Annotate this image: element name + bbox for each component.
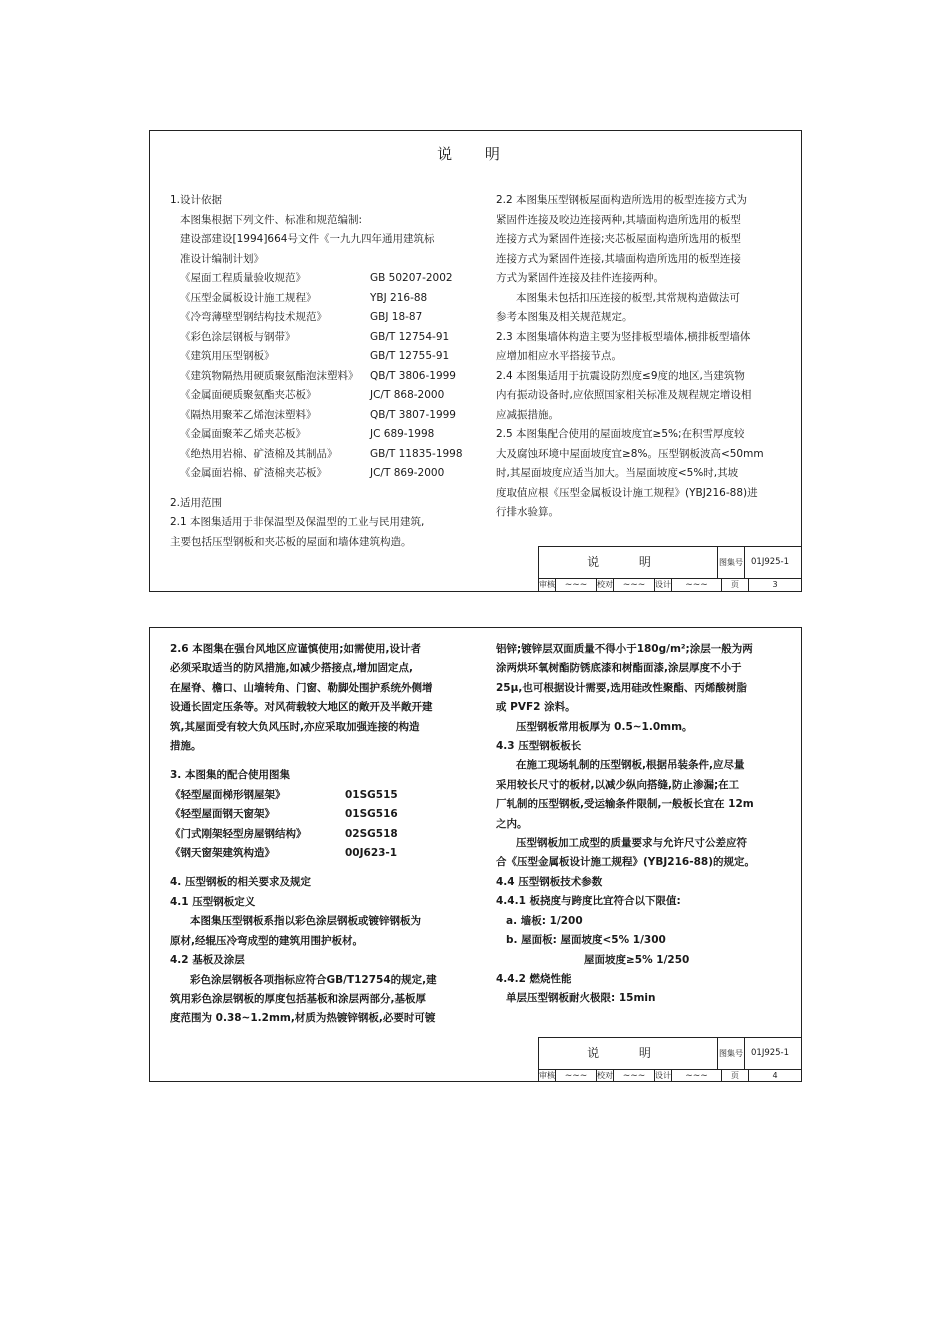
- paragraph: 压型钢板加工成型的质量要求与允许尺寸公差应符: [516, 837, 747, 850]
- design-label: 设计: [655, 580, 671, 589]
- paragraph: 采用较长尺寸的板材,以减少纵向搭缝,防止渗漏;在工: [496, 778, 740, 791]
- reviewer-signature: ~~~: [556, 578, 597, 591]
- paragraph: 在屋脊、檐口、山墙转角、门窗、勒脚处围护系统外侧增: [170, 681, 433, 694]
- paragraph: 在施工现场轧制的压型钢板,根据吊装条件,应尽量: [516, 759, 745, 772]
- paragraph: 单层压型钢板耐火极限: 15min: [506, 992, 656, 1005]
- reference-item: 《钢天窗架建筑构造》 00J623-1: [170, 847, 398, 860]
- check-label: 校对: [597, 580, 613, 589]
- reference-item: 《金属面岩棉、矿渣棉夹芯板》 JC/T 869-2000: [180, 467, 445, 479]
- section-heading: 1.设计依据: [170, 194, 223, 206]
- sheet-title: 说 明: [437, 145, 514, 163]
- paragraph: 原材,经辊压冷弯成型的建筑用围护板材。: [170, 934, 363, 947]
- paragraph: 紧固件连接及咬边连接两种,其墙面构造所选用的板型: [496, 213, 741, 226]
- paragraph: 主要包括压型钢板和夹芯板的屋面和墙体建筑构造。: [170, 535, 412, 548]
- page-number: 3: [772, 580, 778, 589]
- page-label: 页: [722, 1069, 749, 1081]
- reference-item: 《金属面聚苯乙烯夹芯板》 JC 689-1998: [180, 428, 435, 440]
- paragraph: 应增加相应水平搭接节点。: [496, 350, 622, 362]
- paragraph: 行排水验算。: [496, 506, 559, 518]
- title-block: [538, 1037, 802, 1082]
- paragraph: 必须采取适当的防风措施,如减少搭接点,增加固定点,: [170, 662, 413, 675]
- paragraph: 2.3 本图集墙体构造主要为竖排板型墙体,横排板型墙体: [496, 330, 751, 343]
- paragraph: 准设计编制计划》: [180, 252, 264, 265]
- reviewer-signature: ~~~: [556, 1069, 597, 1081]
- reference-item: 《隔热用聚苯乙烯泡沫塑料》 QB/T 3807-1999: [180, 408, 456, 421]
- paragraph: 本图集根据下列文件、标准和规范编制:: [180, 213, 363, 226]
- page-number: 4: [772, 1071, 778, 1080]
- drawing-sheet-page-3: [149, 130, 802, 592]
- review-label: 审核: [539, 1071, 555, 1080]
- paragraph: 时,其屋面坡度应适当加大。当屋面坡度<5%时,其坡: [496, 467, 739, 479]
- paragraph: 度范围为 0.38~1.2mm,材质为热镀锌钢板,必要时可镀: [170, 1012, 436, 1025]
- reference-item: 《屋面工程质量验收规范》 GB 50207-2002: [180, 272, 453, 284]
- paragraph: 2.5 本图集配合使用的屋面坡度宜≥5%;在积雪厚度较: [496, 428, 745, 440]
- paragraph: 2.1 本图集适用于非保温型及保温型的工业与民用建筑,: [170, 516, 425, 528]
- section-heading: 2.适用范围: [170, 496, 223, 509]
- section-heading: 4.3 压型钢板板长: [496, 740, 582, 753]
- checker-signature: ~~~: [614, 1069, 655, 1081]
- reference-item: 《门式刚架轻型房屋钢结构》 02SG518: [170, 827, 398, 840]
- reference-item: 《冷弯薄壁型钢结构技术规范》 GBJ 18-87: [180, 311, 423, 323]
- section-heading: 4.4.1 板挠度与跨度比宜符合以下限值:: [496, 895, 681, 908]
- paragraph: 2.6 本图集在强台风地区应谨慎使用;如需使用,设计者: [170, 643, 421, 655]
- reference-item: 《建筑用压型钢板》 GB/T 12755-91: [180, 350, 450, 362]
- reference-item: 《建筑物隔热用硬质聚氨酯泡沫塑料》 QB/T 3806-1999: [180, 369, 456, 382]
- page-label: 页: [722, 578, 749, 591]
- atlas-number: 01J925-1: [751, 557, 790, 567]
- paragraph: 设通长固定压条等。对风荷载较大地区的敞开及半敞开建: [170, 701, 433, 714]
- reference-item: 《压型金属板设计施工规程》 YBJ 216-88: [180, 291, 428, 304]
- paragraph: 大及腐蚀环境中屋面坡度宜≥8%。压型钢板波高<50mm: [496, 447, 764, 460]
- designer-signature: ~~~: [672, 578, 722, 591]
- title-block-name: 说 明: [539, 1038, 718, 1069]
- paragraph: 25μ,也可根据设计需要,选用硅改性聚酯、丙烯酸树脂: [496, 681, 747, 694]
- atlas-number-label: 图集号: [718, 1038, 745, 1069]
- review-label: 审核: [539, 580, 555, 589]
- drawing-sheet-page-4: [149, 627, 802, 1082]
- paragraph: 2.2 本图集压型钢板屋面构造所选用的板型连接方式为: [496, 194, 748, 206]
- atlas-number: 01J925-1: [751, 1048, 790, 1058]
- title-block-name: 说 明: [539, 547, 718, 578]
- title-block: [538, 546, 802, 592]
- paragraph: 连接方式为紧固件连接;夹芯板屋面构造所选用的板型: [496, 233, 742, 245]
- left-column: [170, 640, 480, 1029]
- list-item: a. 墙板: 1/200: [506, 914, 583, 927]
- paragraph: 内有振动设备时,应依照国家相关标准及规程规定增设相: [496, 389, 752, 401]
- paragraph: 措施。: [170, 740, 202, 753]
- paragraph: 2.4 本图集适用于抗震设防烈度≤9度的地区,当建筑物: [496, 369, 745, 382]
- paragraph: 铝锌;镀锌层双面质量不得小于180g/m²;涂层一般为两: [496, 643, 753, 655]
- checker-signature: ~~~: [614, 578, 655, 591]
- paragraph: 合《压型金属板设计施工规程》(YBJ216-88)的规定。: [496, 856, 755, 869]
- paragraph: 本图集未包括扣压连接的板型,其常规构造做法可: [516, 291, 740, 304]
- paragraph: 参考本图集及相关规范规定。: [496, 311, 633, 323]
- paragraph: 连接方式为紧固件连接,其墙面构造所选用的板型连接: [496, 252, 741, 265]
- paragraph: 筑,其屋面受有较大负风压时,亦应采取加强连接的构造: [170, 720, 420, 733]
- paragraph: 之内。: [496, 817, 528, 830]
- check-label: 校对: [597, 1071, 613, 1080]
- section-heading: 3. 本图集的配合使用图集: [170, 769, 290, 782]
- right-column: [496, 640, 796, 1009]
- paragraph: 彩色涂层钢板各项指标应符合GB/T12754的规定,建: [190, 973, 437, 986]
- paragraph: 厂轧制的压型钢板,受运输条件限制,一般板长宜在 12m: [496, 798, 754, 811]
- list-item: 屋面坡度≥5% 1/250: [584, 953, 690, 966]
- reference-item: 《金属面硬质聚氨酯夹芯板》 JC/T 868-2000: [180, 389, 445, 401]
- paragraph: 度取值应根《压型金属板设计施工规程》(YBJ216-88)进: [496, 486, 758, 499]
- paragraph: 涂两烘环氧树酯防锈底漆和树酯面漆,涂层厚度不小于: [496, 662, 742, 675]
- section-heading: 4.2 基板及涂层: [170, 954, 245, 967]
- section-heading: 4.4 压型钢板技术参数: [496, 875, 603, 888]
- paragraph: 筑用彩色涂层钢板的厚度包括基板和涂层两部分,基板厚: [170, 992, 426, 1005]
- section-heading: 4.1 压型钢板定义: [170, 895, 256, 908]
- designer-signature: ~~~: [672, 1069, 722, 1081]
- right-column: [496, 191, 796, 523]
- reference-item: 《轻型屋面钢天窗架》 01SG516: [170, 808, 398, 821]
- left-column: [170, 191, 480, 552]
- design-label: 设计: [655, 1071, 671, 1080]
- section-heading: 4.4.2 燃烧性能: [496, 972, 572, 985]
- paragraph: 方式为紧固件连接及挂件连接两种。: [496, 272, 664, 284]
- paragraph: 应减振措施。: [496, 408, 559, 421]
- reference-item: 《轻型屋面梯形钢屋架》 01SG515: [170, 788, 398, 801]
- section-heading: 4. 压型钢板的相关要求及规定: [170, 876, 311, 889]
- atlas-number-label: 图集号: [718, 547, 745, 578]
- reference-item: 《绝热用岩棉、矿渣棉及其制品》 GB/T 11835-1998: [180, 447, 463, 460]
- paragraph: 本图集压型钢板系指以彩色涂层钢板或镀锌钢板为: [190, 915, 421, 928]
- paragraph: 或 PVF2 涂料。: [496, 701, 576, 714]
- reference-item: 《彩色涂层钢板与钢带》 GB/T 12754-91: [180, 330, 450, 343]
- list-item: b. 屋面板: 屋面坡度<5% 1/300: [506, 934, 666, 947]
- paragraph: 建设部建设[1994]664号文件《一九九四年通用建筑标: [180, 233, 435, 245]
- paragraph: 压型钢板常用板厚为 0.5~1.0mm。: [516, 720, 693, 733]
